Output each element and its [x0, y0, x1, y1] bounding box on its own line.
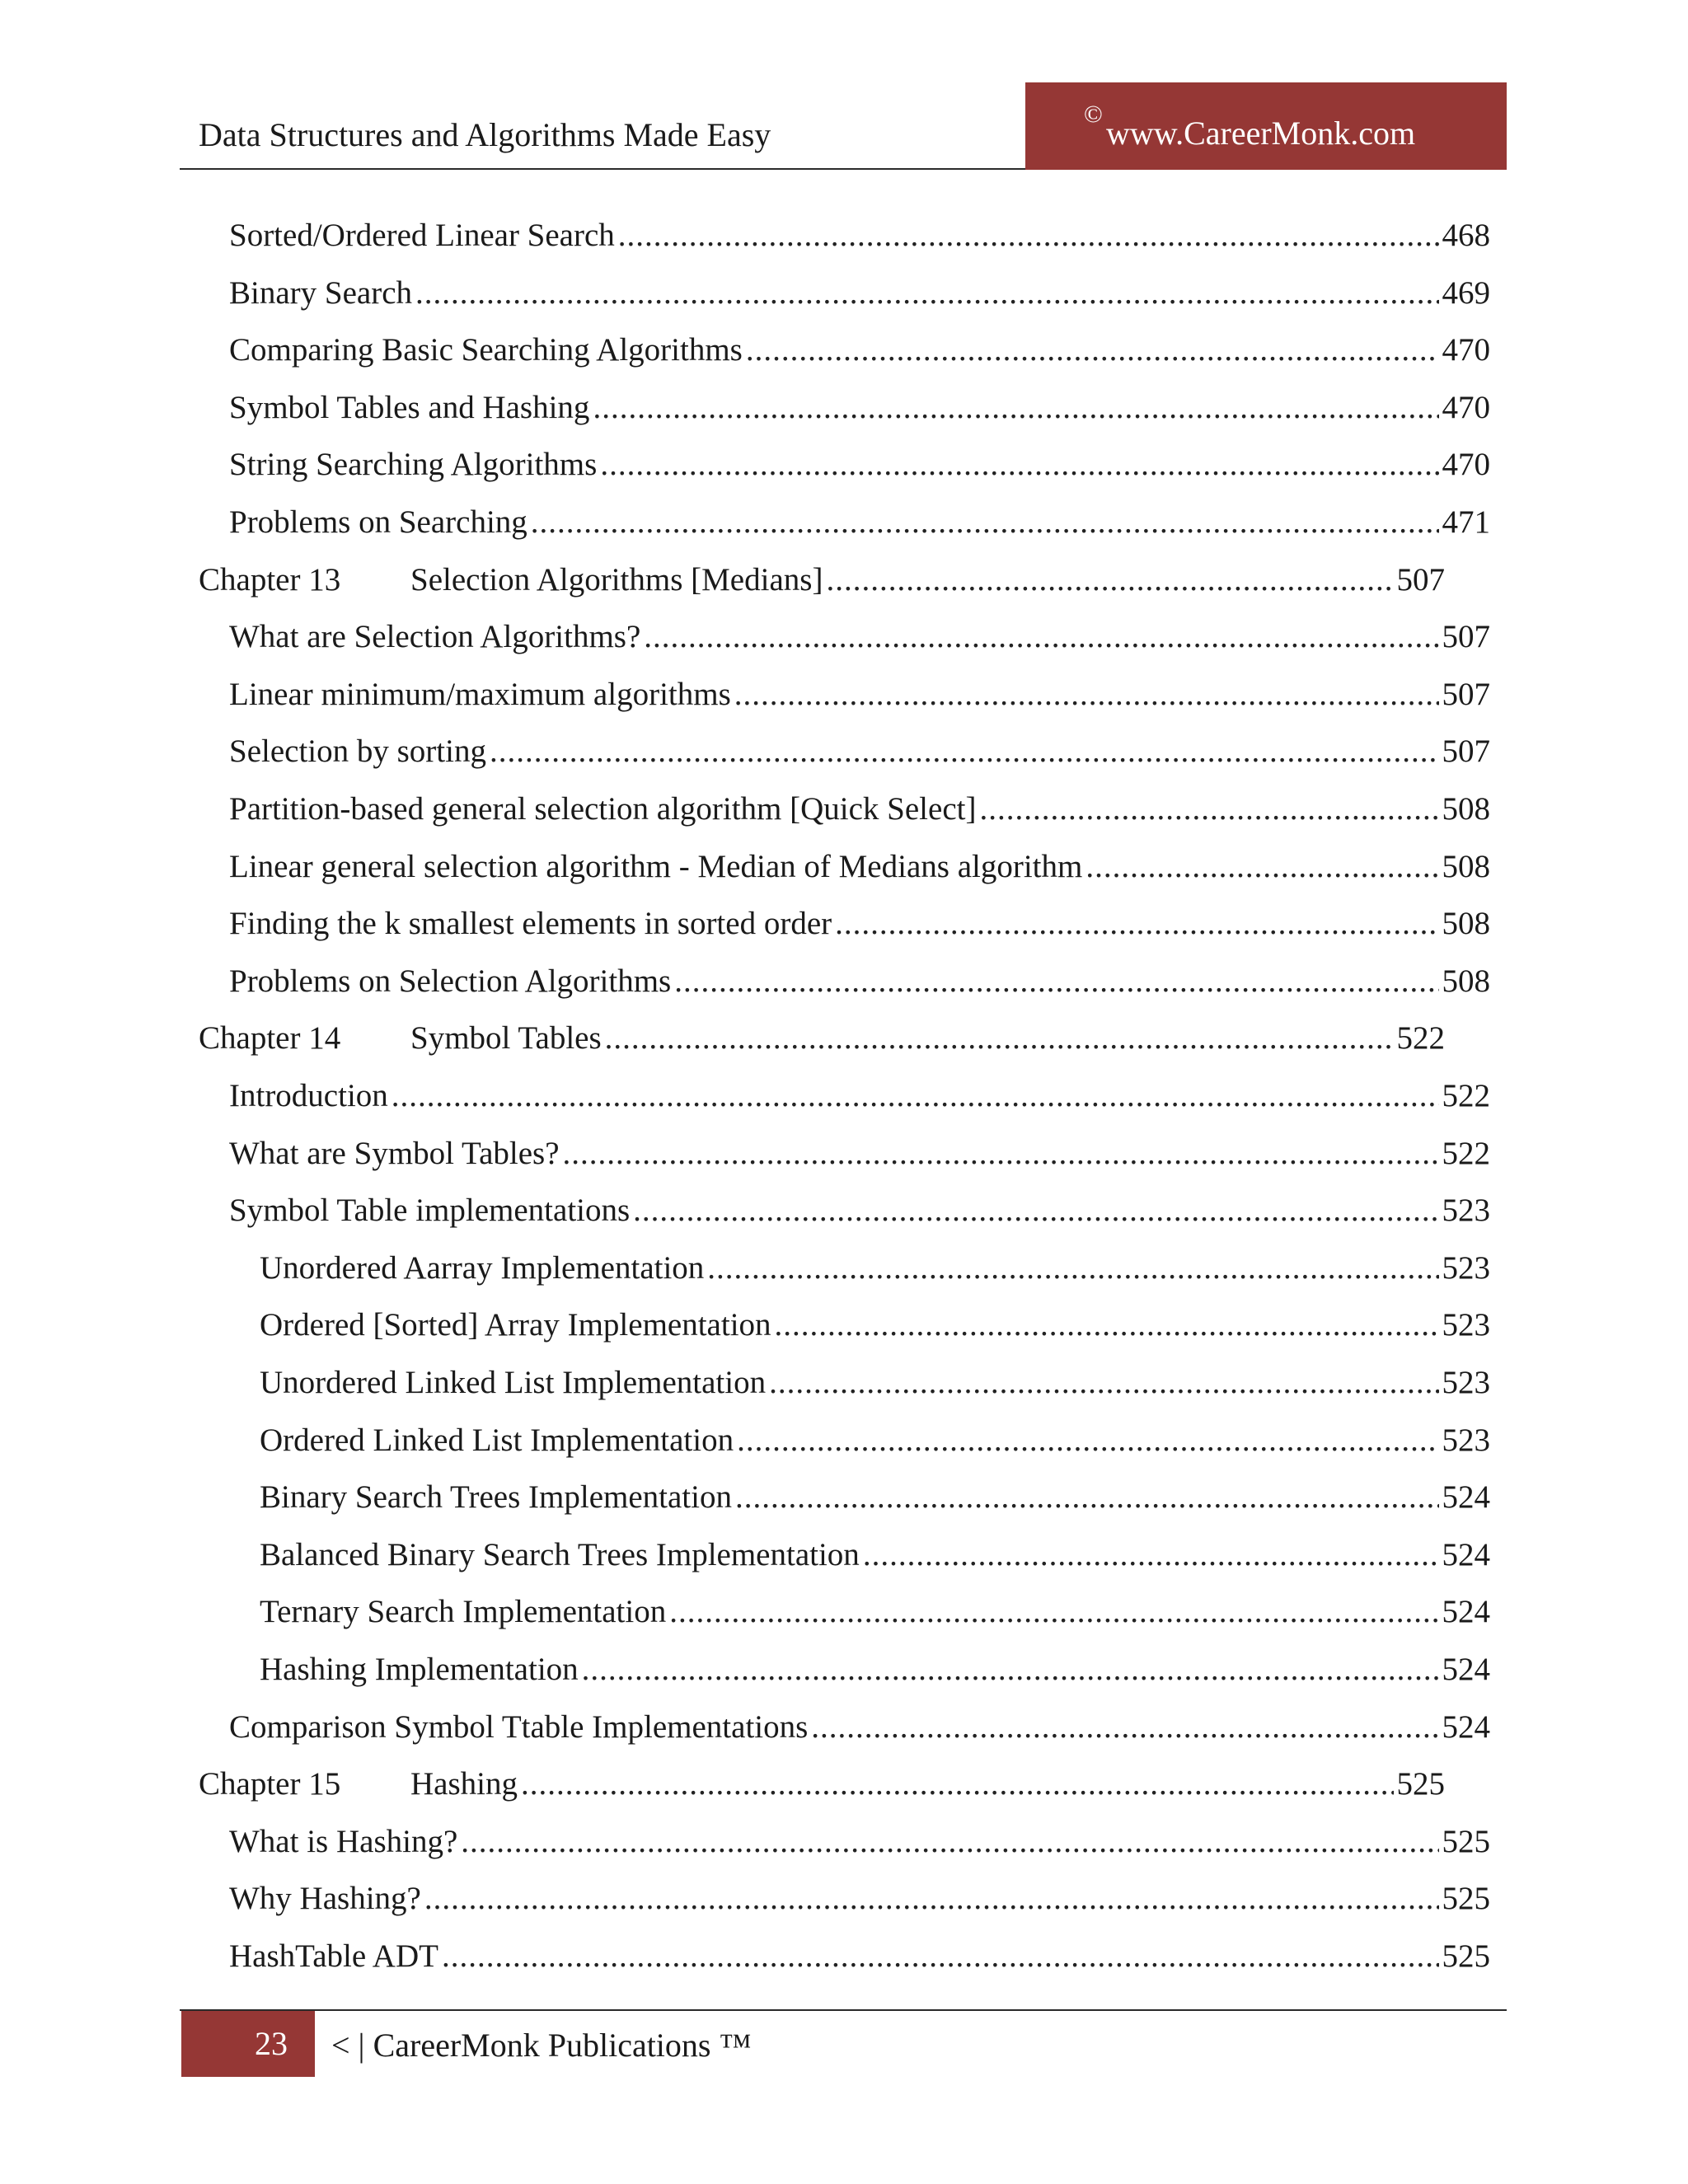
dot-leader [442, 1932, 1439, 1981]
toc-entry[interactable] [229, 612, 1490, 662]
toc-entry-title: HashTable ADT [229, 1938, 438, 1974]
dot-leader [707, 1244, 1438, 1293]
toc-page-number: 508 [1442, 963, 1490, 999]
toc-page-number: 507 [1442, 619, 1490, 655]
toc-entry-title: Symbol Tables and Hashing [229, 389, 590, 425]
dot-leader [737, 1416, 1438, 1465]
toc-entry[interactable] [229, 1703, 1490, 1752]
toc-entry-title: Comparing Basic Searching Algorithms [229, 332, 743, 368]
dot-leader [826, 555, 1393, 605]
toc-entry-title: Selection by sorting [229, 733, 486, 770]
toc-page-number: 523 [1442, 1422, 1490, 1458]
dot-leader [424, 1874, 1439, 1924]
toc-entry[interactable] [229, 1932, 1490, 1981]
toc-entry[interactable] [229, 1129, 1490, 1179]
toc-entry-title: Symbol Tables [410, 1020, 602, 1057]
dot-leader [734, 670, 1439, 719]
toc-entry[interactable] [229, 440, 1490, 490]
toc-page-number: 525 [1442, 1938, 1490, 1974]
toc-page-number: 470 [1442, 332, 1490, 368]
toc-entry[interactable] [229, 842, 1490, 892]
dot-leader [618, 211, 1439, 260]
toc-page-number: 471 [1442, 504, 1490, 540]
dot-leader [563, 1129, 1439, 1179]
toc-entry[interactable] [229, 785, 1490, 834]
dot-leader [644, 612, 1438, 662]
toc-page-number: 523 [1442, 1193, 1490, 1229]
dot-leader [669, 1587, 1438, 1637]
toc-page-number: 523 [1442, 1249, 1490, 1286]
toc-page-number: 525 [1396, 1766, 1445, 1802]
toc-entry-title: Why Hashing? [229, 1881, 421, 1917]
toc-entry-title: Hashing Implementation [260, 1652, 579, 1687]
toc-entry-title: Sorted/Ordered Linear Search [229, 218, 615, 253]
dot-leader [633, 1186, 1438, 1235]
footer-divider [180, 2009, 1507, 2011]
dot-leader [1085, 842, 1438, 892]
toc-page-number: 524 [1442, 1652, 1490, 1687]
toc-entry[interactable] [229, 899, 1490, 949]
toc-entry[interactable] [260, 1358, 1490, 1408]
toc-page-number: 525 [1442, 1823, 1490, 1859]
toc-entry-title: What is Hashing? [229, 1823, 458, 1859]
dot-leader [593, 383, 1438, 433]
toc-page-number: 468 [1442, 218, 1490, 253]
toc-entry[interactable] [229, 211, 1490, 260]
dot-leader [746, 326, 1439, 375]
toc-entry[interactable] [229, 383, 1490, 433]
toc-page-number: 508 [1442, 848, 1490, 884]
dot-leader [415, 269, 1438, 318]
toc-page-number: 524 [1442, 1479, 1490, 1516]
toc-page-number: 508 [1442, 791, 1490, 827]
toc-entry[interactable] [260, 1244, 1490, 1293]
toc-page-number: 470 [1442, 447, 1490, 483]
toc-page-number: 522 [1442, 1135, 1490, 1171]
toc-entry-title: Unordered Linked List Implementation [260, 1365, 767, 1400]
toc-entry-title: Partition-based general selection algorithm [Quick Select] [229, 791, 977, 827]
book-title: Data Structures and Algorithms Made Easy [199, 116, 771, 153]
toc-entry-title: Problems on Selection Algorithms [229, 963, 672, 999]
website-banner [1025, 82, 1507, 170]
toc-entry-title: Binary Search [229, 274, 413, 311]
toc-page-number: 469 [1442, 274, 1490, 311]
dot-leader [582, 1645, 1439, 1694]
dot-leader [769, 1358, 1438, 1408]
toc-entry-title: Finding the k smallest elements in sorted order [229, 906, 832, 942]
toc-entry[interactable] [260, 1587, 1490, 1637]
dot-leader [674, 957, 1438, 1006]
dot-leader [490, 727, 1439, 776]
chapter-number: Chapter 13 [199, 561, 341, 598]
page-number: 23 [255, 2025, 288, 2062]
toc-entry[interactable] [229, 1817, 1490, 1867]
toc-entry-title: Ternary Search Implementation [260, 1594, 667, 1630]
dot-leader [863, 1530, 1439, 1580]
page-number-box [181, 2011, 315, 2077]
dot-leader [811, 1703, 1438, 1752]
dot-leader [600, 440, 1438, 490]
dot-leader [835, 899, 1438, 949]
toc-page-number: 524 [1442, 1708, 1490, 1745]
dot-leader [461, 1817, 1438, 1867]
chapter-number: Chapter 15 [199, 1766, 341, 1802]
toc-entry[interactable] [229, 269, 1490, 318]
toc-page-number: 470 [1442, 389, 1490, 425]
toc-entry-title: Ordered [Sorted] Array Implementation [260, 1307, 771, 1343]
toc-page-number: 522 [1442, 1078, 1490, 1113]
toc-entry[interactable] [229, 1186, 1490, 1235]
copyright-symbol: © [1084, 101, 1103, 128]
dot-leader [392, 1071, 1439, 1121]
toc-page-number: 525 [1442, 1881, 1490, 1917]
toc-entry-title: What are Symbol Tables? [229, 1135, 560, 1171]
toc-entry[interactable] [229, 1874, 1490, 1924]
dot-leader [979, 785, 1438, 834]
toc-entry[interactable] [260, 1301, 1490, 1350]
toc-entry-title: Selection Algorithms [Medians] [410, 561, 823, 598]
toc-entry-title: Binary Search Trees Implementation [260, 1479, 732, 1516]
toc-entry[interactable] [229, 727, 1490, 776]
toc-page-number: 507 [1396, 561, 1445, 598]
toc-entry-title: Linear general selection algorithm - Median of Medians algorithm [229, 848, 1083, 884]
publisher-label: < | CareerMonk Publications ™ [331, 2027, 752, 2064]
toc-page-number: 524 [1442, 1536, 1490, 1572]
toc-entry[interactable] [229, 670, 1490, 719]
website-link[interactable]: www.CareerMonk.com [1106, 115, 1416, 152]
toc-chapter-row[interactable] [199, 1760, 1445, 1809]
dot-leader [521, 1760, 1394, 1809]
chapter-number: Chapter 14 [199, 1020, 341, 1057]
toc-entry[interactable] [260, 1645, 1490, 1694]
toc-entry-title: Unordered Aarray Implementation [260, 1249, 705, 1286]
toc-entry[interactable] [260, 1473, 1490, 1522]
toc-page-number: 507 [1442, 676, 1490, 712]
dot-leader [775, 1301, 1439, 1350]
toc-entry-title: Balanced Binary Search Trees Implementation [260, 1536, 860, 1572]
header-divider [180, 168, 1027, 170]
toc-entry[interactable] [260, 1530, 1490, 1580]
toc-page-number: 524 [1442, 1594, 1490, 1630]
dot-leader [735, 1473, 1439, 1522]
toc-entry-title: Hashing [410, 1766, 518, 1802]
toc-entry-title: What are Selection Algorithms? [229, 619, 641, 655]
toc-entry-title: Linear minimum/maximum algorithms [229, 676, 731, 712]
toc-entry-title: Introduction [229, 1078, 388, 1113]
toc-page-number: 523 [1442, 1365, 1490, 1400]
toc-entry[interactable] [229, 498, 1490, 547]
toc-entry-title: Ordered Linked List Implementation [260, 1422, 734, 1458]
toc-entry-title: Problems on Searching [229, 504, 528, 540]
toc-page-number: 508 [1442, 906, 1490, 942]
toc-page-number: 507 [1442, 733, 1490, 770]
toc-page-number: 522 [1396, 1020, 1445, 1057]
toc-entry-title: String Searching Algorithms [229, 447, 598, 483]
toc-chapter-row[interactable] [199, 1014, 1445, 1063]
toc-chapter-row[interactable] [199, 555, 1445, 605]
dot-leader [531, 498, 1439, 547]
toc-entry[interactable] [260, 1416, 1490, 1465]
toc-entry[interactable] [229, 957, 1490, 1006]
toc-entry[interactable] [229, 1071, 1490, 1121]
toc-page-number: 523 [1442, 1307, 1490, 1343]
toc-entry[interactable] [229, 326, 1490, 375]
toc-entry-title: Symbol Table implementations [229, 1193, 631, 1229]
toc-entry-title: Comparison Symbol Ttable Implementations [229, 1708, 809, 1745]
dot-leader [605, 1014, 1394, 1063]
